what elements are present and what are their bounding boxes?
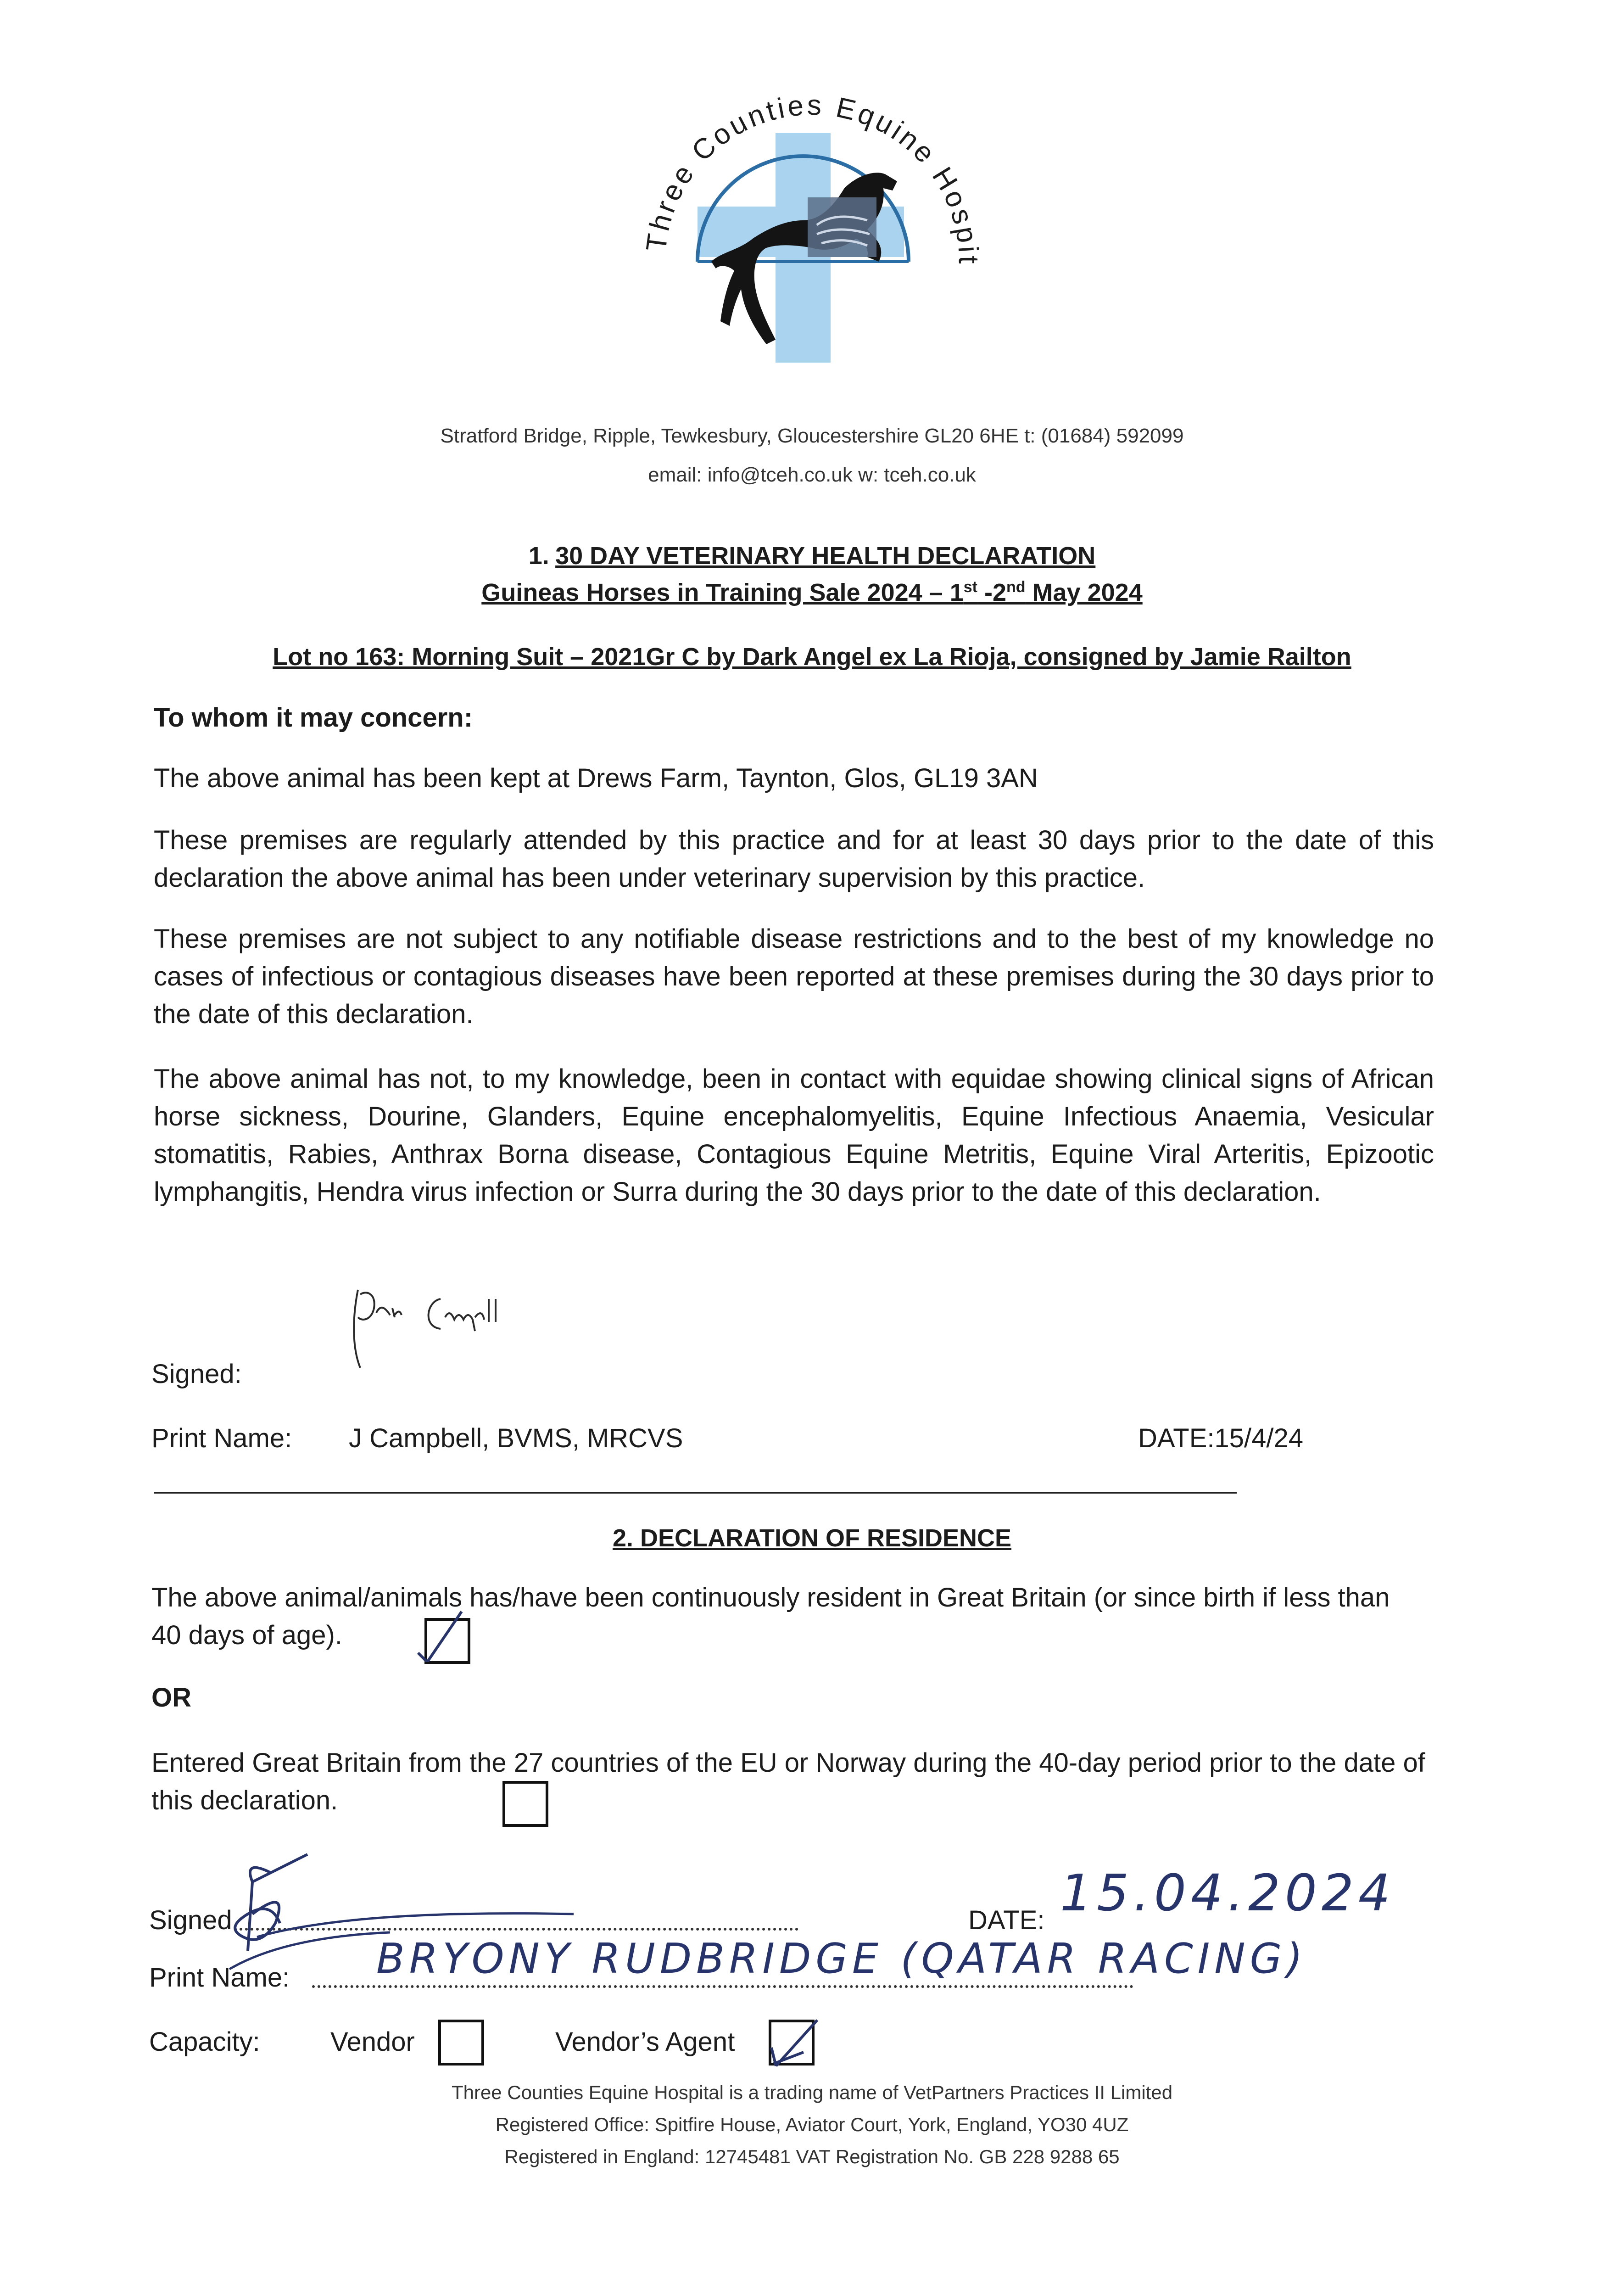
section-1-number: 1.	[528, 542, 549, 570]
vet-print-name-value: J Campbell, BVMS, MRCVS	[349, 1423, 683, 1453]
vet-signed-label: Signed:	[151, 1359, 242, 1389]
section-1-title: 30 DAY VETERINARY HEALTH DECLARATION	[555, 542, 1096, 570]
vendor-signed-label: Signed	[149, 1905, 232, 1935]
logo-xray	[808, 197, 876, 257]
paragraph-contact: The above animal has not, to my knowledge, been in contact with equidae showing clinical signs of African horse sickness, Dourine, Glanders, Equine encephalomyelitis, Equine Infectious Anaemia, Vesicular stomatitis, Rabies, Anthrax Borna disease, Contagious Equine Metritis, Equine Viral Arteritis, Epizootic lymphangitis, Hendra virus infection or Surra during the 30 days prior to the date of this declaration.	[154, 1064, 1434, 1207]
address-line-1: Stratford Bridge, Ripple, Tewkesbury, Gloucestershire GL20 6HE t: (01684) 592099	[440, 425, 1184, 447]
vet-print-name-label: Print Name:	[151, 1423, 292, 1453]
vendor-date-label: DATE:	[968, 1905, 1045, 1935]
footer-line-1: Three Counties Equine Hospital is a trading name of VetPartners Practices II Limited	[451, 2082, 1173, 2103]
vendor-agent-checkbox[interactable]	[769, 2020, 815, 2066]
vet-declaration-date: DATE:15/4/24	[1138, 1423, 1304, 1453]
section-2-title: 2. DECLARATION OF RESIDENCE	[612, 1524, 1012, 1552]
capacity-label: Capacity:	[149, 2027, 260, 2057]
sale-subtitle: Guineas Horses in Training Sale 2024 – 1st -2nd May 2024	[481, 578, 1143, 606]
residence-option-2-checkbox[interactable]	[502, 1781, 548, 1827]
residence-option-1-checkbox[interactable]	[424, 1618, 470, 1664]
salutation: To whom it may concern:	[154, 703, 473, 733]
section-1-heading	[0, 542, 1624, 570]
vendor-label: Vendor	[330, 2027, 415, 2057]
vendor-print-name-handwritten: BRYONY RUDBRIDGE (QATAR RACING)	[376, 1935, 1307, 1983]
footer-line-3: Registered in England: 12745481 VAT Registration No. GB 228 9288 65	[504, 2146, 1120, 2167]
paragraph-restrictions: These premises are not subject to any notifiable disease restrictions and to the best of my knowledge no cases of infectious or contagious diseases have been reported at these premises during the 30 days prior to the date of this declaration.	[154, 924, 1434, 1029]
footer-line-2: Registered Office: Spitfire House, Aviator Court, York, England, YO30 4UZ	[495, 2114, 1129, 2135]
vendor-checkbox[interactable]	[438, 2020, 484, 2066]
residence-option-1-text: The above animal/animals has/have been continuously resident in Great Britain (or since birth if less than 40 days of age).	[151, 1583, 1390, 1650]
hospital-logo	[629, 83, 996, 376]
vet-signature	[349, 1276, 532, 1377]
vendor-agent-label: Vendor’s Agent	[555, 2027, 735, 2057]
lot-line: Lot no 163: Morning Suit – 2021Gr C by Dark Angel ex La Rioja, consigned by Jamie Railton	[273, 643, 1351, 671]
vendor-date-handwritten: 15.04.2024	[1060, 1864, 1395, 1922]
logo-graphic	[629, 83, 996, 376]
paragraph-premises: The above animal has been kept at Drews Farm, Taynton, Glos, GL19 3AN	[154, 763, 1038, 793]
paragraph-supervision: These premises are regularly attended by this practice and for at least 30 days prior to the date of this declaration the above animal has been under veterinary supervision by this practice.	[154, 825, 1434, 893]
address-line-2: email: info@tceh.co.uk w: tceh.co.uk	[648, 464, 976, 486]
vendor-print-name-label: Print Name:	[149, 1963, 290, 1993]
logo-arc-text: Three Counties Equine Hospit	[640, 89, 985, 267]
section-divider	[154, 1492, 1237, 1494]
or-label: OR	[151, 1683, 191, 1713]
vendor-print-name-line[interactable]	[312, 1985, 1133, 1988]
residence-option-2-text: Entered Great Britain from the 27 countries of the EU or Norway during the 40-day period prior to the date of this declaration.	[151, 1748, 1425, 1815]
